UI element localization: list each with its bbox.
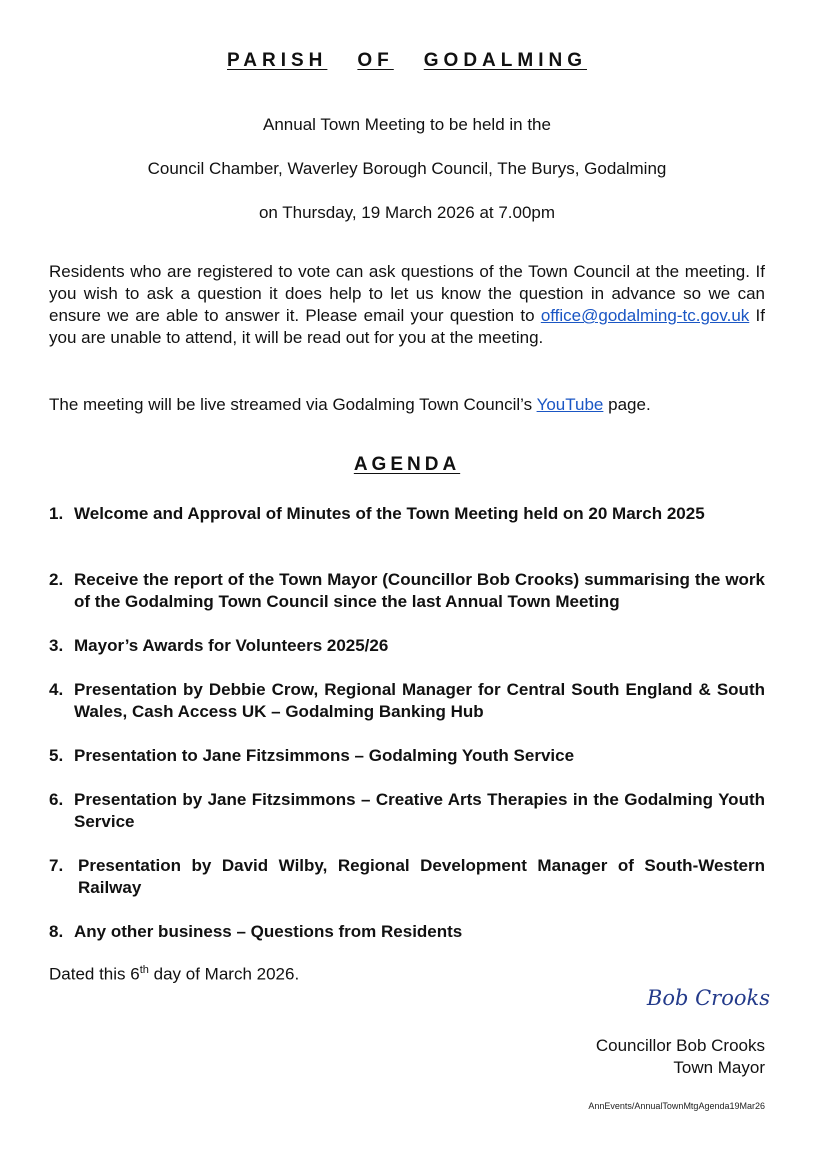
livestream-paragraph	[49, 394, 765, 416]
agenda-item-number: 6.	[49, 790, 64, 809]
agenda-item	[49, 635, 765, 657]
questions-paragraph	[49, 261, 765, 349]
youtube-link[interactable]: YouTube	[536, 395, 604, 414]
dated-prefix: Dated this 6	[49, 964, 140, 984]
agenda-item-number: 8.	[49, 922, 64, 941]
dated-suffix: day of March 2026.	[148, 964, 300, 984]
questions-text-end: If you are unable to attend, it will be read out for you at the meeting.	[49, 306, 765, 347]
signature: Bob Crooks	[646, 986, 770, 1010]
page-title	[0, 50, 814, 72]
agenda-item	[49, 745, 765, 767]
title-of: OF	[357, 50, 394, 71]
signer-role: Town Mayor	[673, 1058, 765, 1077]
agenda-item-text: Any other business – Questions from Residents	[74, 922, 463, 941]
agenda-item-number: 3.	[49, 636, 64, 655]
agenda-item-text: Presentation by Jane Fitzsimmons – Creative Arts Therapies in the Godalming Youth Service	[74, 790, 765, 831]
agenda-item-number: 5.	[49, 746, 64, 765]
agenda-item-number: 4.	[49, 680, 64, 699]
livestream-text-end: page.	[608, 395, 651, 414]
dated-line	[49, 964, 299, 985]
dated-ordinal: th	[139, 964, 149, 976]
agenda-heading: AGENDA	[353, 454, 461, 475]
signer-name: Councillor Bob Crooks	[595, 1036, 765, 1055]
meeting-venue-line: Council Chamber, Waverley Borough Council, The Burys, Godalming	[147, 159, 667, 178]
email-link[interactable]: office@godalming-tc.gov.uk	[540, 306, 750, 325]
livestream-text: The meeting will be live streamed via Godalming Town Council’s	[49, 395, 533, 414]
agenda-item-text: Receive the report of the Town Mayor (Councillor Bob Crooks) summarising the work of the Godalming Town Council since the last Annual Town Meeting	[74, 570, 765, 611]
agenda-item-number: 7.	[49, 856, 64, 875]
agenda-item-text: Presentation to Jane Fitzsimmons – Godalming Youth Service	[74, 746, 575, 765]
agenda-item-text: Presentation by David Wilby, Regional Development Manager of South-Western Railway	[78, 856, 765, 897]
agenda-item	[49, 679, 765, 723]
agenda-item-text: Welcome and Approval of Minutes of the Town Meeting held on 20 March 2025	[74, 504, 705, 523]
meeting-intro-line: Annual Town Meeting to be held in the	[263, 115, 551, 134]
document-reference: AnnEvents/AnnualTownMtgAgenda19Mar26	[588, 1101, 765, 1111]
meeting-date-line: on Thursday, 19 March 2026 at 7.00pm	[258, 203, 556, 222]
agenda-item	[49, 569, 765, 613]
agenda-item-number: 2.	[49, 570, 64, 589]
questions-text: Residents who are registered to vote can ask questions of the Town Council at the meeting. If you wish to ask a question it does help to let us know the question in advance so we can ensure we are able to answer it. Please email your question to	[49, 262, 765, 325]
agenda-item-text: Presentation by Debbie Crow, Regional Manager for Central South England & South Wales, Cash Access UK – Godalming Banking Hub	[74, 680, 765, 721]
agenda-item	[49, 921, 765, 943]
title-godalming: GODALMING	[423, 50, 587, 71]
agenda-item	[49, 789, 765, 833]
title-parish: PARISH	[227, 50, 328, 71]
agenda-item-text: Mayor’s Awards for Volunteers 2025/26	[74, 636, 389, 655]
agenda-item-number: 1.	[49, 504, 64, 523]
agenda-item	[49, 855, 765, 899]
agenda-item	[49, 503, 765, 525]
